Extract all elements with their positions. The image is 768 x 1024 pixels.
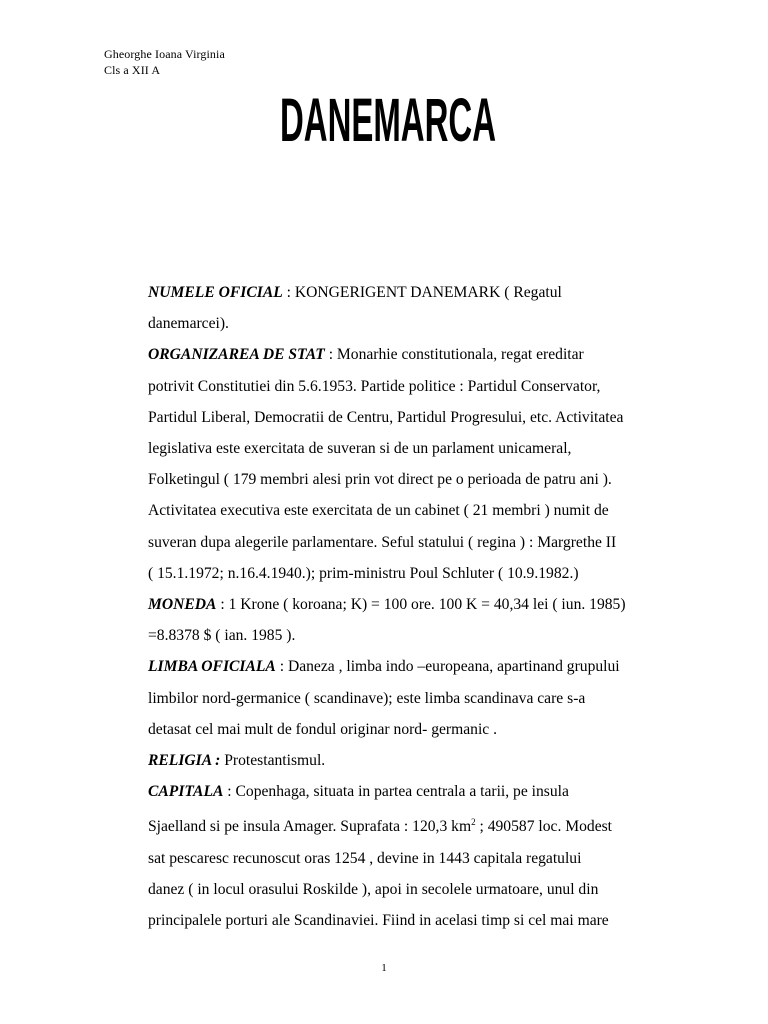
line-5: Partidul Liberal, Democratii de Centru, Partidul Progresului, etc. Activitatea (148, 408, 624, 426)
wordart-title (276, 74, 500, 154)
title-text: DANEMARCA (280, 85, 496, 155)
line-18 (148, 807, 696, 842)
superscript-2: 2 (471, 817, 476, 828)
author-class: Cls a XII A (104, 63, 161, 77)
line-6: legislativa este exercitata de suveran si de un parlament unicameral, (148, 440, 572, 458)
line-13 (148, 651, 696, 682)
text-populatie: ; 490587 loc. Modest (475, 818, 613, 836)
line-7: Folketingul ( 179 membri alesi prin vot direct pe o perioada de patru ani ). (148, 471, 612, 489)
line-15: detasat cel mai mult de fondul originar nord- germanic . (148, 720, 498, 738)
text-numele-oficial: : KONGERIGENT DANEMARK ( Regatul (282, 284, 562, 301)
label-organizarea-de-stat: ORGANIZAREA DE STAT (148, 346, 325, 364)
line-16 (148, 745, 696, 776)
line-21: principalele porturi ale Scandinaviei. Fiind in acelasi timp si cel mai mare (148, 912, 609, 930)
line-2: danemarcei). (148, 315, 229, 333)
line-17 (148, 776, 696, 807)
wordart-title-svg (276, 74, 500, 154)
label-capitala: CAPITALA (148, 783, 224, 801)
line-20: danez ( in locul orasului Roskilde ), apoi in secolele urmatoare, unul din (148, 881, 599, 899)
line-8: Activitatea executiva este exercitata de un cabinet ( 21 membri ) numit de (148, 502, 609, 520)
line-3 (148, 339, 696, 370)
text-suprafata: Sjaelland si pe insula Amager. Suprafata : 120,3 km (148, 818, 472, 836)
author-name: Gheorghe Ioana Virginia (104, 47, 225, 61)
text-capitala: : Copenhaga, situata in partea centrala a tarii, pe insula (223, 783, 569, 801)
line-11 (148, 589, 696, 620)
body-text (148, 277, 696, 936)
line-1 (148, 277, 696, 308)
label-religia: RELIGIA : (148, 752, 221, 770)
text-moneda: : 1 Krone ( koroana; K) = 100 ore. 100 K = 40,34 lei ( iun. 1985) (216, 596, 626, 614)
line-10: ( 15.1.1972; n.16.4.1940.); prim-ministru Poul Schluter ( 10.9.1982.) (148, 564, 579, 582)
line-4: potrivit Constitutiei din 5.6.1953. Partide politice : Partidul Conservator, (148, 377, 601, 395)
line-14: limbilor nord-germanice ( scandinave); este limba scandinava care s-a (148, 689, 586, 707)
line-9: suveran dupa alegerile parlamentare. Seful statului ( regina ) : Margrethe II (148, 533, 617, 551)
line-12: =8.8378 $ ( ian. 1985 ). (148, 627, 296, 645)
text-limba-oficiala: : Daneza , limba indo –europeana, apartinand grupului (275, 658, 620, 676)
author-block (104, 46, 225, 78)
page-number: 1 (381, 962, 387, 974)
label-limba-oficiala: LIMBA OFICIALA (148, 658, 276, 676)
line-19: sat pescaresc recunoscut oras 1254 , devine in 1443 capitala regatului (148, 849, 582, 867)
text-organizarea: : Monarhie constitutionala, regat ereditar (324, 346, 584, 364)
label-numele-oficial: NUMELE OFICIAL (148, 284, 283, 301)
text-religia: Protestantismul. (220, 752, 326, 770)
label-moneda: MONEDA (148, 596, 217, 614)
